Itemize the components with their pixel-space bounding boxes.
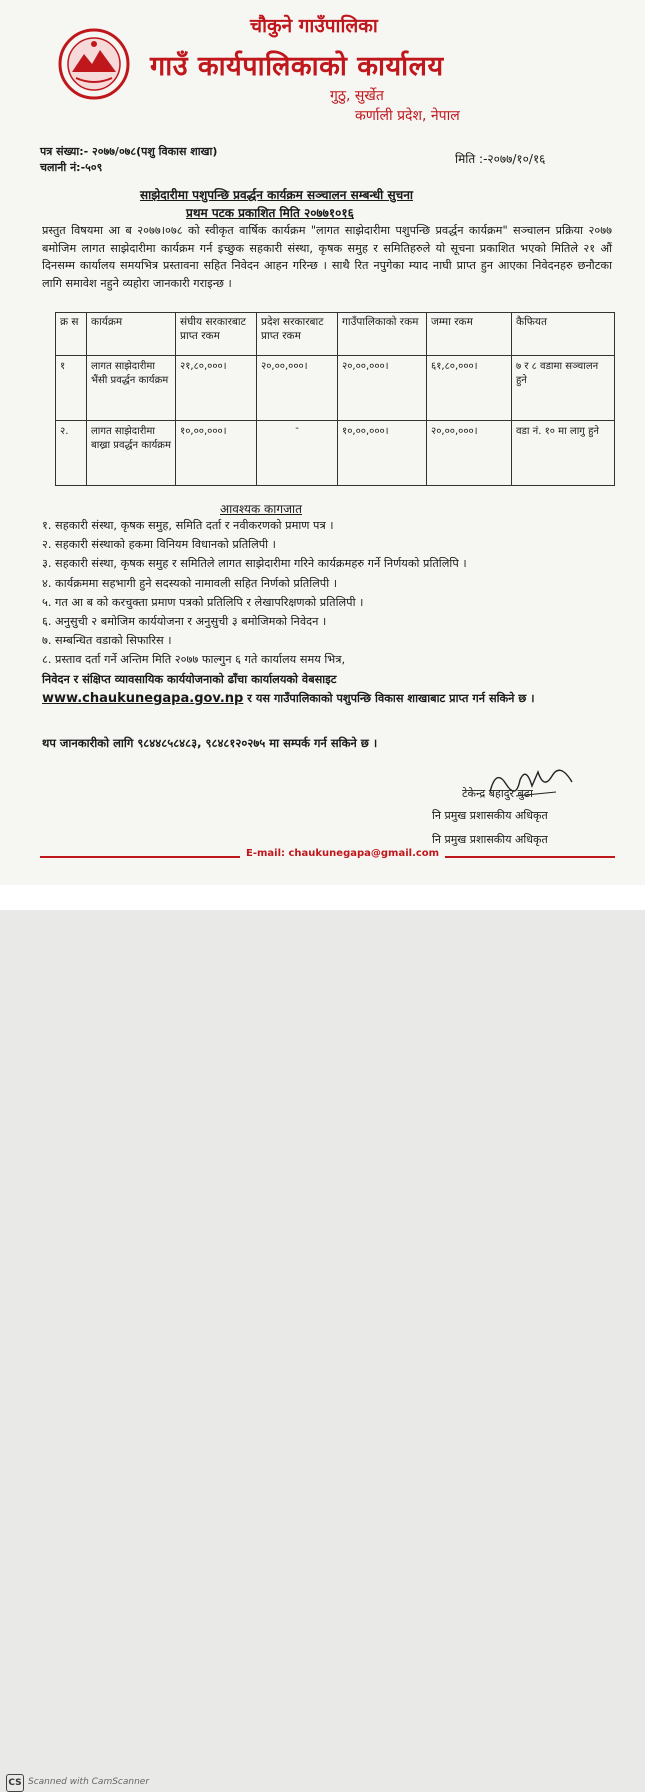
- list-item: [42, 689, 612, 708]
- table-header-row: [56, 313, 615, 356]
- table-row: [56, 421, 615, 486]
- address-line-2: कर्णाली प्रदेश, नेपाल: [355, 108, 460, 124]
- table-cell: २.: [56, 421, 87, 486]
- table-header-cell: संघीय सरकारबाट प्राप्त रकम: [176, 313, 257, 356]
- table-cell: वडा नं. १० मा लागु हुने: [512, 421, 615, 486]
- list-item: ५. गत आ ब को करचुक्ता प्रमाण पत्रको प्रतिलिपि र लेखापरिक्षणको प्रतिलिपी ।: [42, 595, 364, 609]
- table-cell: १०,००,०००।: [176, 421, 257, 486]
- list-item: ७. सम्बन्धित वडाको सिफारिस ।: [42, 634, 172, 648]
- table-cell: २०,००,०००।: [427, 421, 512, 486]
- notice-page: [0, 0, 645, 885]
- table-header-cell: क्र स: [56, 313, 87, 356]
- list-item: ३. सहकारी संस्था, कृषक समुह र समितिले लागत साझेदारीमा गरिने कार्यक्रमहरु गर्ने निर्णयको प्रतिलिपि ।: [42, 557, 467, 571]
- list-item-bold: निवेदन र संक्षिप्त व्यावसायिक कार्ययोजनाको ढाँचा कार्यालयको वेबसाइट: [42, 672, 337, 686]
- website-link[interactable]: www.chaukunegapa.gov.np: [42, 690, 244, 706]
- scanner-watermark: Scanned with CamScanner: [28, 1777, 150, 1787]
- signatory-designation: नि प्रमुख प्रशासकीय अधिकृत: [432, 809, 548, 822]
- table-cell: १: [56, 356, 87, 421]
- signatory-stamp: नि प्रमुख प्रशासकीय अधिकृत: [432, 833, 548, 846]
- list-item: [42, 670, 612, 689]
- table-cell: २१,८०,०००।: [176, 356, 257, 421]
- footer-email: E-mail: chaukunegapa@gmail.com: [240, 848, 445, 859]
- table-cell: १०,००,०००।: [338, 421, 427, 486]
- notice-subtitle: प्रथम पटक प्रकाशित मिति २०७७१०१६: [186, 206, 354, 220]
- table-row: [56, 356, 615, 421]
- table-cell: -: [257, 421, 338, 486]
- list-item-bold: र यस गाउँपालिकाको पशुपन्छि विकास शाखाबाट प्राप्त गर्न सकिने छ ।: [243, 691, 535, 705]
- address-line-1: गुठु, सुर्खेत: [330, 88, 384, 104]
- table-header-cell: कार्यक्रम: [87, 313, 176, 356]
- requirements-title: आवश्यक कागजात: [220, 502, 302, 516]
- table-cell: २०,००,०००।: [257, 356, 338, 421]
- government-emblem-icon: [58, 28, 130, 100]
- municipality-name: चौकुने गाउँपालिका: [250, 15, 378, 37]
- table-cell: २०,००,०००।: [338, 356, 427, 421]
- requirements-list: [42, 516, 612, 708]
- table-cell: लागत साझेदारीमा भैंसी प्रवर्द्धन कार्यक्रम: [87, 356, 176, 421]
- list-item: १. सहकारी संस्था, कृषक समुह, समिति दर्ता र नवीकरणको प्रमाण पत्र ।: [42, 519, 334, 532]
- list-item: ६. अनुसुची २ बमोजिम कार्ययोजना र अनुसुची ३ बमोजिमको निवेदन ।: [42, 615, 327, 629]
- letter-number: पत्र संख्या:- २०७७/०७८(पशु विकास शाखा): [40, 145, 218, 158]
- dispatch-number: चलानी नं:-५०९: [40, 161, 103, 174]
- table-cell: लागत साझेदारीमा बाख्रा प्रवर्द्धन कार्यक्रम: [87, 421, 176, 486]
- list-item: ८. प्रस्ताव दर्ता गर्ने अन्तिम मिति २०७७ फाल्गुन ६ गते कार्यालय समय भित्र,: [42, 653, 346, 667]
- notice-body: प्रस्तुत विषयमा आ ब २०७७।०७८ को स्वीकृत वार्षिक कार्यक्रम "लागत साझेदारीमा पशुपन्छि प्रवर्द्धन कार्यक्रम" सञ्चालन प्रक्रिया २०७७ बमोजिम लागत साझेदारीमा कार्यक्रम गर्न इच्छुक सहकारी संस्था, कृषक समुह र समितिहरुले यो सूचना प्रकाशित भएको मितिले २१ औं दिनसम्म कार्यालय समयभित्र प्रस्तावना सहित निवेदन आहन गरिन्छ । साथै रित नपुगेका म्याद नाघी प्राप्त हुन आएका निवेदनहरु छनौटका लागि समावेश नहुने व्यहोरा जानकारी गराइन्छ ।: [42, 224, 612, 290]
- office-name: गाउँ कार्यपालिकाको कार्यालय: [150, 51, 444, 82]
- notice-title: साझेदारीमा पशुपन्छि प्रवर्द्धन कार्यक्रम सञ्चालन सम्बन्धी सुचना: [140, 188, 413, 202]
- list-item: ४. कार्यक्रममा सहभागी हुने सदस्यको नामावली सहित निर्णको प्रतिलिपी ।: [42, 576, 338, 590]
- table-header-cell: कैफियत: [512, 313, 615, 356]
- list-item: २. सहकारी संस्थाको हकमा विनियम विधानको प्रतिलिपी ।: [42, 538, 276, 552]
- table-cell: ७ र ८ वडामा सञ्चालन हुने: [512, 356, 615, 421]
- letter-date: मिति :-२०७७/१०/१६: [455, 152, 546, 166]
- table-header-cell: प्रदेश सरकारबाट प्राप्त रकम: [257, 313, 338, 356]
- table-header-cell: गाउँपालिकाको रकम: [338, 313, 427, 356]
- table-header-cell: जम्मा रकम: [427, 313, 512, 356]
- table-cell: ६१,८०,०००।: [427, 356, 512, 421]
- scanner-footer: [0, 885, 645, 1788]
- contact-info: थप जानकारीको लागि ९८४४८५८४८३, ९८४८१२०२७५ मा सम्पर्क गर्न सकिने छ ।: [42, 736, 378, 750]
- program-table: [55, 312, 615, 486]
- camscanner-icon: CS: [6, 1774, 24, 1792]
- signatory-name: टेकेन्द्र बहादुर बुढा: [462, 787, 533, 800]
